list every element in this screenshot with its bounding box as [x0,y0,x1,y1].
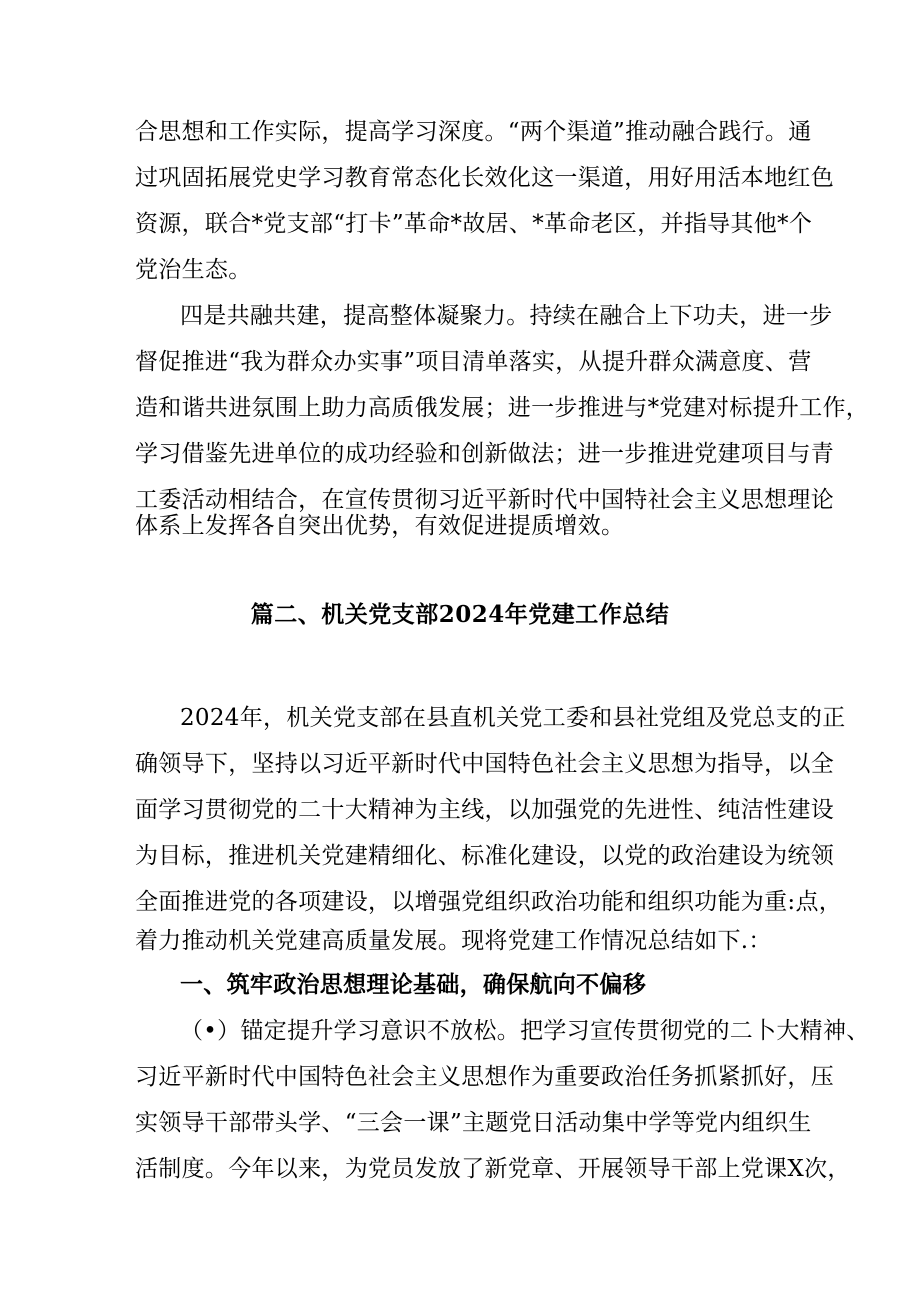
paragraph-line: 面学习贯彻党的二十大精神为主线，以加强党的先进性、纯洁性建设 [135,797,834,823]
paragraph-line: 习近平新时代中国特色社会主义思想作为重要政治任务抓紧抓好，压 [135,1064,834,1090]
paragraph-line: 着力推动机关党建高质量发展。现将党建工作情况总结如下.： [135,928,772,954]
paragraph-line: 实领导干部带头学、“三会一课”主题党日活动集中学等党内组织生 [135,1110,812,1136]
paragraph-line: 过巩固拓展党史学习教育常态化长效化这一渠道，用好用活本地红色 [135,165,834,191]
paragraph-line: 体系上发挥各自突出优势，有效促进提质增效。 [135,513,625,539]
paragraph-line: 资源，联合*党支部“打卡”革命*故居、*革命老区，并指导其他*个 [135,211,813,237]
paragraph-line: 四是共融共建，提高整体凝聚力。持续在融合上下功夫，进一步 [180,303,833,329]
paragraph-line: 全面推进党的各项建设，以增强党组织政治功能和组织功能为重:点， [135,889,843,915]
paragraph-line: 学习借鉴先进单位的成功经验和创新做法；进一步推进党建项目与青 [135,441,834,467]
paragraph-line: 督促推进“我为群众办实事”项目清单落实，从提升群众满意度、营 [135,349,812,375]
document-title: 篇二、机关党支部2024年党建工作总结 [250,601,670,628]
paragraph-line: 确领导下，坚持以习近平新时代中国特色社会主义思想为指导，以全 [135,751,834,777]
paragraph-line: 党治生态。 [135,257,252,283]
section-heading: 一、筑牢政治思想理论基础，确保航向不偏移 [180,971,646,998]
paragraph-line: 活制度。今年以来，为党员发放了新党章、开展领导干部上党课X次， [135,1156,851,1182]
paragraph-line: 工委活动相结合，在宣传贯彻习近平新时代中国特社会主义思想理论 [135,487,834,513]
paragraph-line: 为目标，推进机关党建精细化、标准化建设，以党的政治建设为统领 [135,843,834,869]
paragraph-line: 2024年，机关党支部在县直机关党工委和县社党组及党总支的正 [180,705,846,731]
paragraph-line: （•）锚定提升学习意识不放松。把学习宣传贯彻党的二卜大精神、 [180,1018,870,1044]
paragraph-line: 合思想和工作实际，提高学习深度。“两个渠道”推动融合践行。通 [135,119,812,145]
paragraph-line: 造和谐共进氛围上助力高质俄发展；进一步推进与*党建对标提升工作， [135,395,870,421]
